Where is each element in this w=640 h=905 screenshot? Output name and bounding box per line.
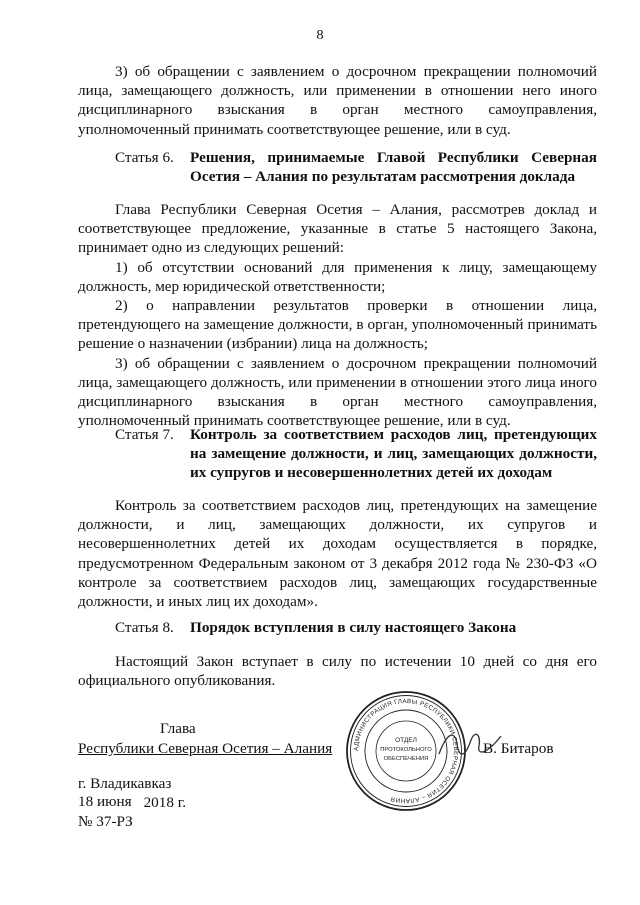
- seal-center-line-3: ОБЕСПЕЧЕНИЯ: [383, 756, 429, 762]
- article-6-body: [78, 200, 597, 430]
- article-7-number: Статья 7.: [115, 426, 174, 443]
- article-6-title: Решения, принимаемые Главой Республики Северная Осетия – Алания по результатам рассмотрения доклада: [190, 149, 597, 186]
- signing-date: [78, 793, 186, 812]
- signing-city: г. Владикавказ: [78, 775, 172, 792]
- article-8-number: Статья 8.: [115, 619, 174, 636]
- article-6-number: Статья 6.: [115, 149, 174, 166]
- seal-ring-text: АДМИНИСТРАЦИЯ ГЛАВЫ РЕСПУБЛИКИ СЕВЕРНАЯ ОСЕТИЯ – АЛАНИЯ: [352, 697, 460, 805]
- article-6-heading: [115, 148, 597, 186]
- seal-center-line-2: ПРОТОКОЛЬНОГО: [380, 747, 432, 753]
- article-7-body: [78, 496, 597, 611]
- article-6-item-2: 2) о направлении результатов проверки в отношении лица, претендующего на замещение должности, в орган, уполномоченный принимать решение о назначении (избрании) лица на должность;: [78, 297, 597, 353]
- article-8-paragraph: Настоящий Закон вступает в силу по истечении 10 дней со дня его официального опубликования.: [78, 653, 597, 690]
- article-6-paragraph: Глава Республики Северная Осетия – Алания, рассмотрев доклад и соответствующее предложение, указанные в статье 5 настоящего Закона, принимает одно из следующих решений:: [78, 201, 597, 257]
- page-number: 8: [316, 28, 324, 43]
- seal-center-line-1: ОТДЕЛ: [395, 737, 417, 744]
- article-6-item-3: 3) об обращении с заявлением о досрочном прекращении полномочий лица, замещающего должность, или применении в отношении этого лица иного дисциплинарного взыскания в орган местного самоуправления, уполномоченный принимать соответствующее решение, или в суд.: [78, 354, 597, 430]
- article-8-body: [78, 652, 597, 690]
- article-6-item-1: 1) об отсутствии оснований для применения к лицу, замещающему должность, мер юридической ответственности;: [78, 258, 597, 295]
- article-8-heading: [115, 618, 597, 637]
- article-7-heading: [115, 425, 597, 483]
- intro-paragraph: 3) об обращении с заявлением о досрочном прекращении полномочий лица, замещающего должность, или применении в отношении него иного дисциплинарного взыскания в орган местного самоуправления, уполномоченный принимать соответствующее решение, или в суд.: [78, 63, 597, 138]
- signing-date-day: 18 июня: [78, 793, 132, 810]
- signing-date-year: 2018 г.: [143, 794, 187, 811]
- signatory-role: Глава: [160, 720, 196, 737]
- signatory-name: В. Битаров: [483, 740, 554, 757]
- intro-block: [78, 62, 597, 139]
- article-7-title: Контроль за соответствием расходов лиц, претендующих на замещение должности, и лиц, замещающих должности, их супругов и несовершеннолетних детей их доходам: [190, 426, 597, 482]
- handwritten-signature: [435, 724, 505, 766]
- article-8-title: Порядок вступления в силу настоящего Закона: [190, 619, 517, 636]
- article-7-paragraph: Контроль за соответствием расходов лиц, претендующих на замещение должности, и лиц, замещающих должности, их супругов и несовершеннолетних детей их доходам осуществляется в порядке, предусмотренном Федеральным законом от 3 декабря 2012 года № 230-ФЗ «О контроле за соответствием расходов лиц, замещающих государственные должности, и иных лиц их доходам».: [78, 497, 597, 611]
- signatory-region: Республики Северная Осетия – Алания: [78, 740, 333, 757]
- law-number: № 37-РЗ: [78, 813, 133, 830]
